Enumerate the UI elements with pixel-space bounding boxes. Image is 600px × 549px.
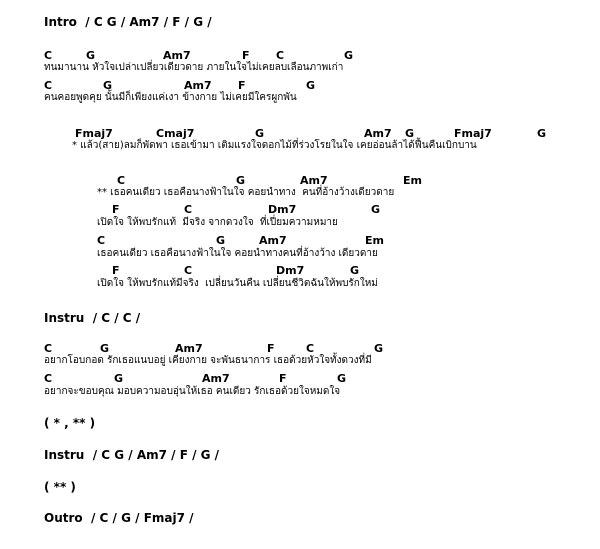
verse1-chord-line-2 xyxy=(0,79,600,91)
chord: Am7 xyxy=(364,127,392,140)
chord: F xyxy=(238,79,246,92)
verse2-chord-line-2 xyxy=(0,372,600,384)
verse2-lyric-1: อยากโอบกอด รักเธอแนบอยู่ เคียงกาย จะพันธนาการ เธอด้วยหัวใจทั้งดวงที่มี xyxy=(44,355,372,366)
chord: C xyxy=(276,49,285,62)
chord: G xyxy=(103,79,113,92)
chord: G xyxy=(337,372,347,385)
prechorus-chord-line xyxy=(0,127,600,139)
chord: Am7 xyxy=(300,174,328,187)
chord: C xyxy=(306,342,315,355)
chord: C xyxy=(44,342,53,355)
instru-line-1: Instru / C / C / xyxy=(44,311,141,325)
chorus-lyric-1: ** เธอคนเดียว เธอคือนางฟ้าในใจ คอยนำทาง คนที่อ้างว้างเดียวดาย xyxy=(97,187,395,198)
chord: G xyxy=(100,342,110,355)
chorus-lyric-2: เปิดใจ ให้พบรักแท้ มีจริง จากดวงใจ ที่เปี่ยมความหมาย xyxy=(97,217,338,228)
chord: C xyxy=(117,174,126,187)
chorus-chord-line-2 xyxy=(0,203,600,215)
chord: C xyxy=(44,49,53,62)
chord: Am7 xyxy=(202,372,230,385)
chord: C xyxy=(44,372,53,385)
verse1-lyric-2: คนคอยพูดคุย นั้นมีก็เพียงแค่เงา ข้างกาย ไม่เคยมีใครผูกพัน xyxy=(44,92,297,103)
prechorus-lyric: * แล้ว(สาย)ลมก็พัดพา เธอเข้ามา เติมแรงใจดอกไม้ที่ร่วงโรยในใจ เคยอ่อนล้าได้ฟื้นคืนเบิกบาน xyxy=(72,140,477,151)
chord: G xyxy=(537,127,547,140)
chord: G xyxy=(371,203,381,216)
chord: G xyxy=(344,49,354,62)
chord: F xyxy=(267,342,275,355)
chord: C xyxy=(184,203,193,216)
chord: G xyxy=(306,79,316,92)
chord: Em xyxy=(403,174,422,187)
chorus-lyric-4: เปิดใจ ให้พบรักแท้มีจริง เปลี่ยนวันคืน เปลี่ยนชีวิตฉันให้พบรักใหม่ xyxy=(97,278,378,289)
chorus-chord-line-3 xyxy=(0,234,600,246)
chord: Am7 xyxy=(259,234,287,247)
verse1-chord-line-1 xyxy=(0,49,600,61)
chord: G xyxy=(350,264,360,277)
chord: Am7 xyxy=(163,49,191,62)
intro-line: Intro / C G / Am7 / F / G / xyxy=(44,15,212,29)
verse2-lyric-2: อยากจะขอบคุณ มอบความอบอุ่นให้เธอ คนเดียว รักเธอด้วยใจหมดใจ xyxy=(44,386,341,397)
chord: Fmaj7 xyxy=(454,127,492,140)
outro-line: Outro / C / G / Fmaj7 / xyxy=(44,511,194,525)
chord: C xyxy=(97,234,106,247)
chord: Am7 xyxy=(175,342,203,355)
chorus-lyric-3: เธอคนเดียว เธอคือนางฟ้าในใจ คอยนำทางคนที่อ้างว้าง เดียวดาย xyxy=(97,248,378,259)
chord: G xyxy=(255,127,265,140)
chord: F xyxy=(112,203,120,216)
chord: Cmaj7 xyxy=(156,127,195,140)
chord: G xyxy=(236,174,246,187)
verse1-lyric-1: ทนมานาน หัวใจเปล่าเปลี่ยวเดียวดาย ภายในใจไม่เคยลบเลือนภาพเก่า xyxy=(44,62,344,73)
chord: Em xyxy=(365,234,384,247)
chord: G xyxy=(114,372,124,385)
chord: F xyxy=(112,264,120,277)
repeat-marker-1: ( * , ** ) xyxy=(44,416,96,430)
chord: F xyxy=(242,49,250,62)
repeat-marker-2: ( ** ) xyxy=(44,480,76,494)
chord: F xyxy=(279,372,287,385)
chord: C xyxy=(184,264,193,277)
chord: G xyxy=(405,127,415,140)
verse2-chord-line-1 xyxy=(0,342,600,354)
chorus-chord-line-4 xyxy=(0,264,600,276)
chord: G xyxy=(216,234,226,247)
chord: Dm7 xyxy=(276,264,305,277)
chord: C xyxy=(44,79,53,92)
chord: G xyxy=(86,49,96,62)
chord: Dm7 xyxy=(268,203,297,216)
instru-line-2: Instru / C G / Am7 / F / G / xyxy=(44,448,220,462)
chord: Am7 xyxy=(184,79,212,92)
chord: Fmaj7 xyxy=(75,127,113,140)
chorus-chord-line-1 xyxy=(0,174,600,186)
chord: G xyxy=(374,342,384,355)
